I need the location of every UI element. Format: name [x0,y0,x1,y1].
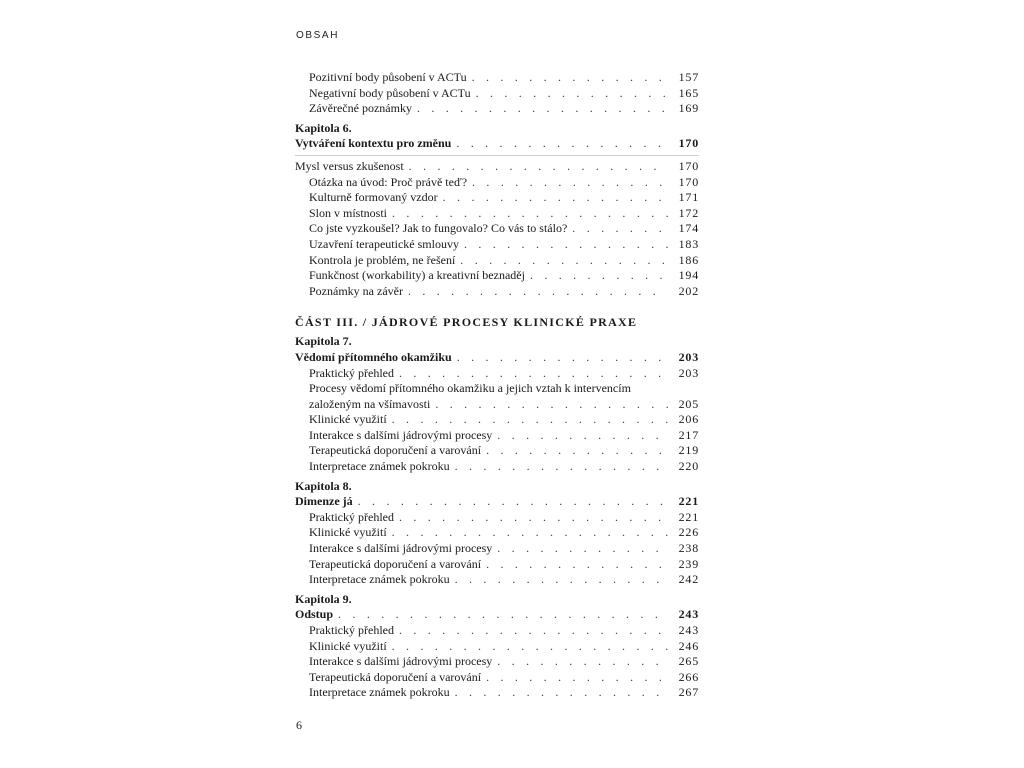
toc-page-number: 239 [678,556,699,571]
toc-page-number: 203 [678,349,699,364]
toc-entry[interactable] [295,253,699,269]
toc-entry[interactable] [295,639,699,655]
toc-entry-title: Mysl versus zkušenost [295,158,404,173]
toc-entry[interactable] [295,366,699,382]
dot-leader [455,685,668,701]
dot-leader [443,190,668,206]
dot-leader [472,175,668,191]
toc-entry-title: Interakce s dalšími jádrovými procesy [309,427,493,442]
dot-leader [392,206,668,222]
toc-page-number: 220 [678,459,699,474]
dot-leader [399,510,668,526]
chapter-label: Kapitola 9. [295,591,352,606]
toc-page-number: 267 [678,685,699,700]
dot-leader [392,639,668,655]
toc-page-number: 243 [678,623,699,637]
toc-page-number: 265 [678,654,699,669]
toc-entry[interactable] [295,101,699,117]
table-of-contents [295,70,699,701]
toc-page-number: 243 [678,607,699,622]
toc-entry-text [295,381,699,397]
toc-entry[interactable] [295,670,699,686]
dot-leader [399,366,668,382]
dot-leader [408,284,668,300]
toc-chapter-entry[interactable] [295,607,699,623]
toc-chapter-entry[interactable] [295,350,699,366]
toc-entry[interactable] [295,268,699,284]
toc-entry[interactable] [295,510,699,526]
toc-page-number: 266 [678,669,699,684]
toc-page-number: 226 [678,525,699,540]
dot-leader [358,494,668,510]
toc-page-number: 203 [678,365,699,380]
toc-entry-title: Negativní body působení v ACTu [309,85,471,100]
part-heading: ČÁST III. / JÁDROVÉ PROCESY KLINICKÉ PRAXE [295,315,638,330]
toc-entry-title: Terapeutická doporučení a varování [309,443,482,458]
toc-entry-title: Praktický přehled [309,623,394,637]
dot-leader [472,70,668,86]
toc-entry[interactable] [295,175,699,191]
toc-entry-title: Terapeutická doporučení a varování [309,556,482,571]
toc-page-number: 170 [678,136,699,151]
toc-entry-title: Co jste vyzkoušel? Jak to fungovalo? Co vás to stálo? [309,221,568,236]
toc-page-number: 194 [678,268,699,283]
toc-entry-title: Klinické využití [309,412,387,427]
toc-entry-title: Praktický přehled [309,509,394,524]
toc-entry[interactable] [295,86,699,102]
toc-page-number: 183 [678,236,699,251]
toc-page-number: 238 [678,541,699,556]
toc-divider [295,155,699,156]
toc-entry-title: Interakce s dalšími jádrovými procesy [309,541,493,556]
dot-leader [464,237,668,253]
running-head: OBSAH [296,30,340,41]
dot-leader [497,541,668,557]
toc-entry-title: Interpretace známek pokroku [309,459,450,474]
dot-leader [456,136,668,152]
toc-entry-title: Vědomí přítomného okamžiku [295,349,452,364]
toc-entry-title: Kontrola je problém, ne řešení [309,252,456,267]
toc-page-number: 171 [678,190,699,205]
dot-leader [497,654,668,670]
toc-entry-title: Otázka na úvod: Proč právě teď? [309,174,468,189]
toc-entry-title: Uzavření terapeutické smlouvy [309,236,459,251]
dot-leader [392,412,668,428]
toc-page-number: 219 [678,443,699,458]
toc-page-number: 246 [678,638,699,653]
toc-entry-title: Procesy vědomí přítomného okamžiku a jejich vztah k intervencím [309,381,631,396]
toc-entry[interactable] [295,190,699,206]
toc-page-number: 174 [678,221,699,236]
toc-page-number: 205 [678,396,699,411]
dot-leader [417,101,668,117]
toc-page-number: 169 [678,101,699,116]
toc-entry-title: Klinické využití [309,638,387,653]
toc-entry-title: Vytváření kontextu pro změnu [295,136,452,151]
toc-page-number: 165 [678,85,699,100]
toc-page-number: 170 [678,158,699,173]
toc-entry-title: Slon v místnosti [309,205,388,220]
toc-entry-title: Klinické využití [309,525,387,540]
toc-chapter-entry[interactable] [295,159,699,175]
toc-entry[interactable] [295,654,699,670]
toc-page-number: 172 [678,205,699,220]
toc-entry-title: Terapeutická doporučení a varování [309,669,482,684]
dot-leader [486,557,668,573]
dot-leader [455,459,668,475]
page-number: 6 [296,718,302,732]
toc-page-number: 202 [678,283,699,298]
toc-entry-title: Interakce s dalšími jádrovými procesy [309,654,493,669]
toc-entry-title: Dimenze já [295,494,353,509]
toc-entry[interactable] [295,572,699,588]
toc-entry[interactable] [295,237,699,253]
toc-entry-title: Pozitivní body působení v ACTu [309,70,467,84]
dot-leader [392,525,668,541]
toc-chapter-entry[interactable] [295,494,699,510]
dot-leader [486,443,668,459]
toc-page-number: 170 [678,174,699,189]
dot-leader [338,607,668,623]
toc-entry[interactable] [295,685,699,701]
dot-leader [460,253,668,269]
toc-entry-title: Závěrečné poznámky [309,101,412,116]
toc-page-number: 221 [678,494,699,509]
dot-leader [486,670,668,686]
toc-entry[interactable] [295,284,699,300]
toc-page-number: 186 [678,252,699,267]
toc-entry-title: Praktický přehled [309,365,394,380]
toc-entry[interactable] [295,525,699,541]
chapter-label: Kapitola 8. [295,478,352,493]
toc-entry-title: Interpretace známek pokroku [309,572,450,587]
dot-leader [530,268,668,284]
toc-entry[interactable] [295,412,699,428]
chapter-label: Kapitola 7. [295,334,352,349]
toc-entry[interactable] [295,459,699,475]
toc-entry[interactable] [295,623,699,639]
dot-leader [572,221,668,237]
toc-page-number: 157 [678,70,699,84]
toc-page-number: 221 [678,509,699,524]
toc-page-number: 206 [678,412,699,427]
dot-leader [457,350,668,366]
dot-leader [455,572,668,588]
toc-entry[interactable] [295,70,699,86]
toc-entry-title: Funkčnost (workability) a kreativní beznaděj [309,268,525,283]
dot-leader [399,623,668,639]
toc-page-number: 217 [678,427,699,442]
toc-entry[interactable] [295,221,699,237]
toc-entry[interactable] [295,206,699,222]
toc-chapter-entry[interactable] [295,136,699,152]
toc-entry-title: Interpretace známek pokroku [309,685,450,700]
toc-entry-title: Poznámky na závěr [309,283,403,298]
toc-entry[interactable] [295,397,699,413]
toc-entry[interactable] [295,541,699,557]
toc-entry-title: Odstup [295,607,334,622]
dot-leader [476,86,668,102]
chapter-label: Kapitola 6. [295,120,352,135]
toc-entry[interactable] [295,443,699,459]
dot-leader [409,159,668,175]
dot-leader [497,428,668,444]
toc-page-number: 242 [678,572,699,587]
dot-leader [435,397,668,413]
toc-entry[interactable] [295,428,699,444]
toc-entry-title: Kulturně formovaný vzdor [309,190,438,205]
toc-entry[interactable] [295,557,699,573]
toc-entry-title: založeným na všímavosti [309,396,431,411]
